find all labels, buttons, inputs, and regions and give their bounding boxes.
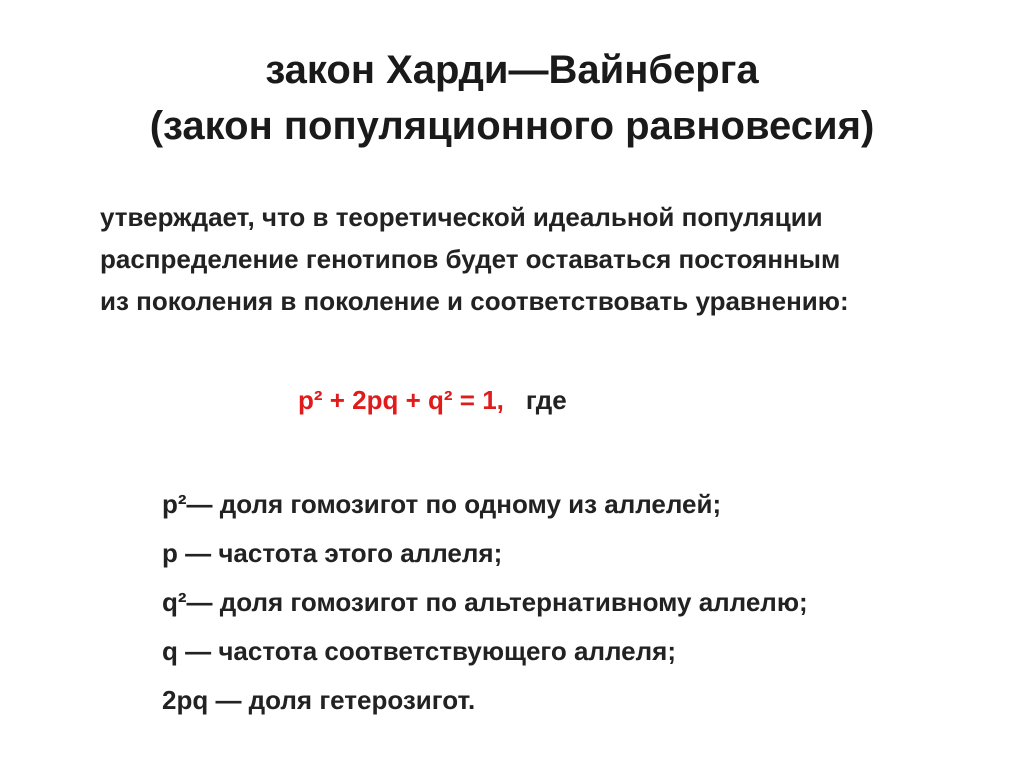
definition-p-squared: p²— доля гомозигот по одному из аллелей; bbox=[162, 489, 722, 519]
definition-p: p — частота этого аллеля; bbox=[162, 538, 503, 568]
intro-line-1: утверждает, что в теоретической идеальной популяции bbox=[100, 202, 823, 232]
intro-line-2: распределение генотипов будет оставаться постоянным bbox=[100, 244, 841, 274]
definition-q: q — частота соответствующего аллеля; bbox=[162, 636, 676, 666]
hardy-weinberg-equation: p² + 2pq + q² = 1, bbox=[298, 385, 504, 415]
definition-2pq: 2pq — доля гетерозигот. bbox=[162, 685, 476, 715]
equation-where-word: где bbox=[525, 385, 567, 415]
intro-text bbox=[100, 196, 980, 322]
intro-line-3: из поколения в поколение и соответствовать уравнению: bbox=[100, 286, 849, 316]
definition-q-squared: q²— доля гомозигот по альтернативному аллелю; bbox=[162, 587, 808, 617]
term-definitions-list bbox=[162, 480, 982, 725]
title-line-2: (закон популяционного равновесия) bbox=[149, 104, 875, 148]
title-line-1: закон Харди—Вайнберга bbox=[265, 48, 759, 92]
equation-line bbox=[298, 380, 567, 420]
slide-title bbox=[0, 42, 1024, 154]
